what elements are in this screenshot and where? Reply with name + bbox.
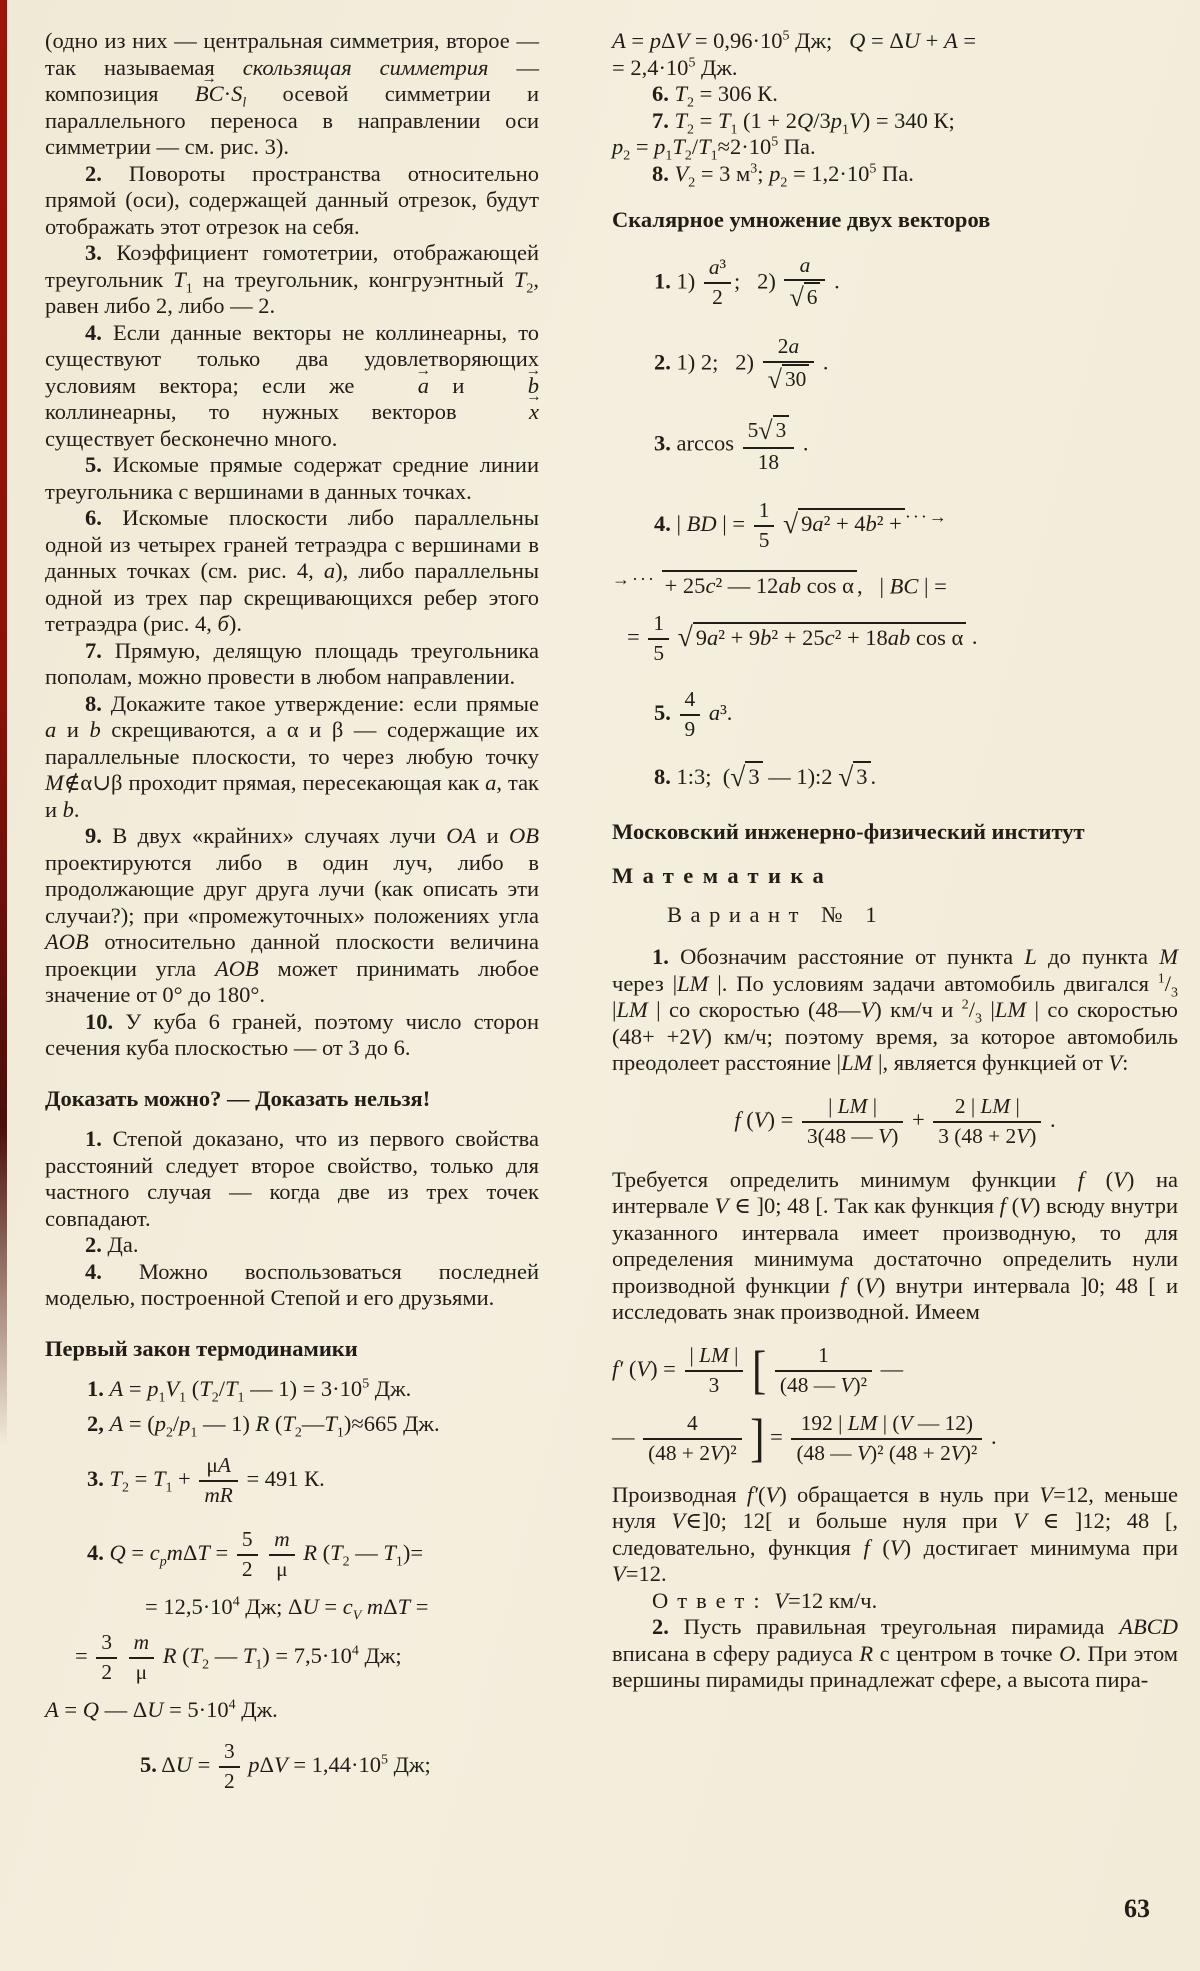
solution-paragraph-4: 2. Пусть правильная треугольная пирамида ABCD вписана в сферу радиуса R с центром в точке O. При этом вершины пирамиды принадлежат сфере, а высота пира- bbox=[612, 1614, 1179, 1693]
formula-thermo-5: 5. ΔU = $\frac{3}{2}$ $p\Delta V = 1,44\cdot 10^5$ Дж; bbox=[140, 1739, 431, 1794]
heading-mifi-institute: Московский инженерно-физический институт bbox=[612, 818, 1085, 844]
formula-scalar-2: 2. 1) 2; 2) $\frac{2a}{√ 30}$ . bbox=[654, 333, 829, 394]
dokazat-item-4: 4. Можно воспользоваться последней моделью, построенной Степой и его друзьями. bbox=[45, 1258, 539, 1310]
formula-thermo-4-line4: A = Q — $\Delta U = 5\cdot 10^4$ Дж. bbox=[45, 1697, 278, 1723]
formula-f-of-v: f (V) = $\frac{| LM |}{3(48 — V)}$ + $\frac{2 | LM |}{3 (48 + 2V)}$ . bbox=[734, 1093, 1056, 1148]
formula-thermo-6: 6. $T_2 = 306$ К. bbox=[652, 81, 778, 111]
formula-thermo-3: 3. $T_2 = T_1$ + $\frac{\mu A}{mR}$ = 491 К. bbox=[87, 1453, 325, 1508]
answer-item-10: 10. У куба 6 граней, поэтому число сторон сечения куба плоскостью — от 3 до 6. bbox=[45, 1008, 539, 1060]
formula-scalar-4-line3: = $\frac{1}{5}$ √ 9a² + 9b² + 25c² + 18ab cos α . bbox=[627, 611, 978, 666]
formula-scalar-5: 5. $\frac{4}{9}$ a³. bbox=[654, 687, 733, 742]
formula-thermo-4-line2: = $12,5\cdot 10^4$ Дж; $\Delta U = c_V$ mΔT = bbox=[145, 1594, 429, 1624]
scan-edge-artifact bbox=[0, 0, 7, 1445]
solution-paragraph-1: 1. Обозначим расстояние от пункта L до пункта M через |LM |. По условиям задачи автомобиль двигался $^1/_3$ |LM | со скоростью (48—V) км/ч и $^2/_3$ |LM | со скоростью (48+ +2V) км/ч; поэтому время, за которое автомобиль преодолеет расстояние |LM |, является функцией от V: bbox=[612, 944, 1178, 1076]
formula-thermo-5-continuation: $A = p\Delta V = 0,96\cdot 10^5$ Дж; Q = ΔU + A = bbox=[612, 28, 977, 53]
formula-scalar-1: 1. 1) $\frac{\text{a³}}{2}$ ; 2) $\frac{a}{√ 6}$ . bbox=[654, 252, 840, 313]
answer-item-7: 7. Прямую, делящую площадь треугольника пополам, можно провести в любом направлении. bbox=[45, 637, 539, 689]
answer-item-2: 2. Повороты пространства относительно прямой (оси), содержащей данный отрезок, будут отображать этот отрезок на себя. bbox=[45, 160, 539, 239]
formula-scalar-8: 8. 1:3; (√ 3 — 1):2 √ 3 . bbox=[654, 762, 877, 793]
heading-variant-1: Вариант № 1 bbox=[667, 901, 886, 927]
page-number: 63 bbox=[1124, 1894, 1150, 1923]
answer-item-6: 6. Искомые плоскости либо параллельны одной из четырех граней тетраэдра с вершинами в данных точках (см. рис. 4, а), либо параллельны одной из трех пар скрещивающихся ребер этого тетраэдра (рис. 4, б). bbox=[45, 505, 539, 636]
formula-thermo-2: 2, $A = (p_2/p_1$ — 1) R $(T_2—T_1)\approx 665$ Дж. bbox=[87, 1411, 440, 1441]
formula-thermo-8: 8. $V_2 = 3$ $м^3$; $p_2 = 1,2\cdot 10^5$ Па. bbox=[652, 160, 914, 190]
answer-item-5: 5. Искомые прямые содержат средние линии треугольника с вершинами в данных точках. bbox=[45, 452, 539, 504]
answer-item-4: 4. Если данные векторы не коллинеарны, то существуют только два удовлетворяющих условиям вектора; если же a → и b → коллинеарны, то нужных векторов x → существует бесконечно много. bbox=[45, 320, 539, 453]
formula-thermo-5-continuation2: = $2,4\cdot 10^5$ Дж. bbox=[612, 54, 738, 80]
left-column bbox=[45, 28, 539, 1806]
answer-item-9: 9. В двух «крайних» случаях лучи OA и OB проектируются либо в один луч, либо в продолжающие друг друга лучи (как описать эти случаи?); при «промежуточных» положениях угла AOB относительно данной плоскости величина проекции угла AOB может принимать любое значение от 0° до 180°. bbox=[45, 823, 539, 1007]
answer-item-3: 3. Коэффициент гомотетрии, отображающей треугольник $T_1$ на треугольник, конгруэнтный $T_2$, равен либо 2, либо — 2. bbox=[45, 240, 539, 318]
answer-item-8: 8. Докажите такое утверждение: если прямые a и b скрещиваются, а α и β — содержащие их параллельные плоскости, то через любую точку M∉α∪β проходит прямая, пересекающая как a, так и b. bbox=[45, 690, 539, 822]
formula-scalar-4-line1: 4. | BD | = $\frac{1}{5}$ √ 9a² + 4b² + ···→ bbox=[654, 497, 949, 552]
right-column bbox=[612, 28, 1178, 1694]
formula-thermo-4-line1: 4. $Q = c_pm\Delta T$ = $\frac{5}{2}$ $\frac{m}{\mu}$ R ($T_2$ — $T_1)=$ bbox=[87, 1527, 424, 1582]
heading-mathematics: Математика bbox=[612, 863, 834, 889]
formula-derivative-line2: — $\frac{4}{\text{(48 + 2V)²}}$ ] = $\frac{192 | LM | (V — 12)}{\text{(48 — V)² (48 + 2V)²}}$ . bbox=[612, 1408, 997, 1468]
solution-paragraph-2: Требуется определить минимум функции f (V) на интервале V ∈ ]0; 48 [. Так как функция f (V) всюду внутри указанного интервала имеет производную, то для определения минимума достаточно определить нули производной функции f (V) внутри интервала ]0; 48 [ и исследовать знак производной. Имеем bbox=[612, 1166, 1179, 1325]
formula-scalar-3: 3. arccos $\frac{5√ 3}{18}$ . bbox=[654, 415, 809, 474]
solution-paragraph-3: Производная f′(V) обращается в нуль при V=12, меньше нуля V∈]0; 12[ и больше нуля при V ∈ ]12; 48 [, следовательно, функция f (V) достигает минимума при V=12. bbox=[612, 1481, 1178, 1587]
formula-derivative-line1: f′ (V) = $\frac{| LM |}{3}$ [ $\frac{1}{\text{(48 — V)²}}$ — bbox=[612, 1340, 904, 1400]
section-heading-thermodynamics: Первый закон термодинамики bbox=[45, 1335, 358, 1361]
formula-thermo-4-line3: = $\frac{3}{2}$ $\frac{m}{\mu}$ R ($T_2$ — $T_1) = 7,5\cdot 10^4$ Дж; bbox=[75, 1630, 402, 1685]
dokazat-item-2: 2. Да. bbox=[85, 1232, 139, 1257]
formula-thermo-7: 7. $T_2 = T_1$ $(1 + 2Q/3p_1V) = 340$ К; bbox=[652, 107, 955, 137]
section-heading-dokazat: Доказать можно? — Доказать нельзя! bbox=[45, 1085, 431, 1111]
formula-scalar-4-line2: →··· + 25c² — 12ab cos α , | BC | = bbox=[612, 568, 947, 599]
formula-thermo-7-line2: $p_2 = p_1T_2/T_1\approx 2\cdot 10^5$ Па. bbox=[612, 134, 816, 164]
dokazat-item-1: 1. Степой доказано, что из первого свойства расстояний следует второе свойство, только для частного случая — когда две из трех точек совпадают. bbox=[45, 1126, 539, 1231]
answer-line: Ответ: V=12 км/ч. bbox=[652, 1587, 878, 1613]
section-heading-scalar-product: Скалярное умножение двух векторов bbox=[612, 207, 991, 232]
paragraph-symmetry-continuation: (одно из них — центральная симметрия, второе — так называемая скользящая симметрия — композиция BC $\to\cdot S_l$ осевой симметрии и параллельного переноса в направлении оси симметрии — см. рис. 3). bbox=[45, 28, 539, 161]
formula-thermo-1: 1. $A = p_1V_1$ ($T_2/T_1$ — $1) = 3\cdot 10^5$ Дж. bbox=[87, 1376, 412, 1406]
